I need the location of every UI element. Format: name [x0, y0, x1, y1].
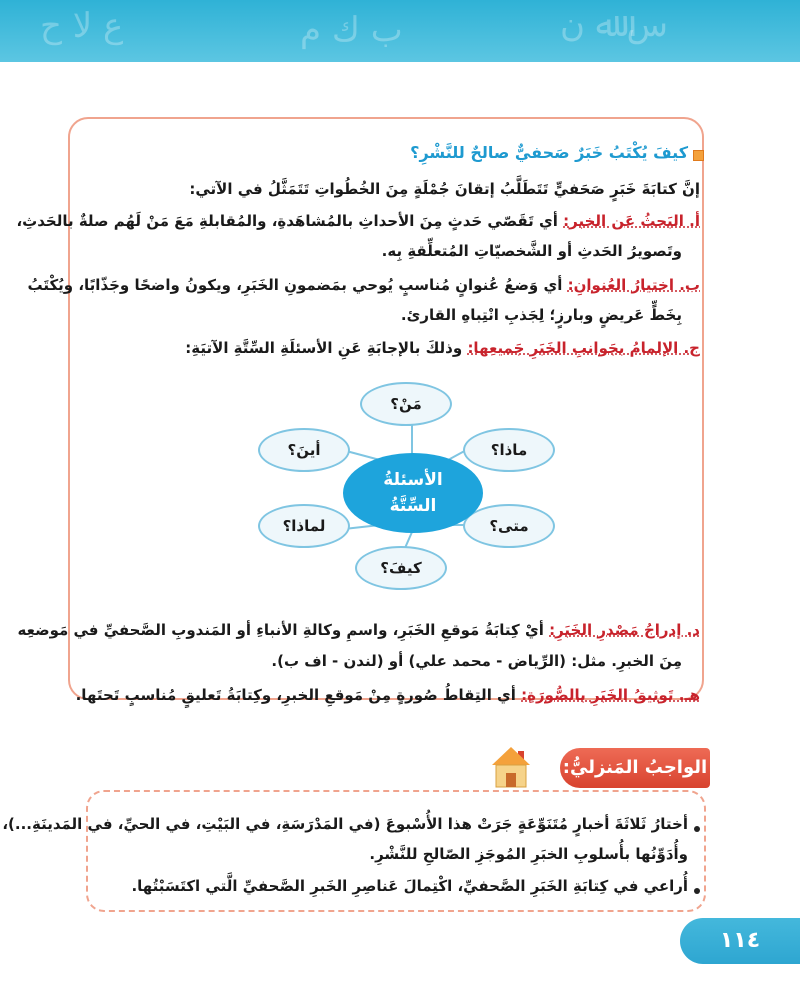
step-d: [17, 621, 700, 639]
question-what: ماذا؟: [463, 428, 555, 472]
step-e-label: هـ. تَوثيقُ الخَبَرِ بالصُّورَةِ:: [521, 686, 700, 704]
homework-item-1-cont: وأُدَوِّنُها بأُسلوبِ الخبَرِ المُوجَزِ الصّالحِ للنَّشْرِ.: [369, 845, 688, 863]
step-a-text: أي تَقَصّي حَدثٍ مِنَ الأحداثِ بالمُشاهَدةِ، والمُقابلةِ مَعَ مَنْ لَهُم صلةٌ بالحَدثِ،: [16, 212, 564, 230]
step-d-cont: مِنَ الخبرِ. مثل: (الرِّياض - محمد علي) أو (لندن - اف ب).: [271, 652, 682, 670]
bullet-icon: [694, 826, 700, 832]
question-who: مَنْ؟: [360, 382, 452, 426]
step-a-cont: وتَصويرُ الحَدثِ أو الشَّخصيّاتِ المُتعلِّقةِ بِه.: [381, 242, 682, 260]
step-c-text: وذلكَ بالإجابَةِ عَنِ الأسئلَةِ السِّتَّةِ الآتيَةِ:: [185, 339, 468, 357]
step-c: [80, 339, 700, 357]
question-why: لماذا؟: [258, 504, 350, 548]
square-bullet-icon: [693, 150, 704, 161]
homework-title: الواجبُ المَنزليُّ:: [560, 748, 710, 788]
six-questions-center: [343, 453, 483, 533]
step-b: [27, 276, 700, 294]
decorative-pattern: س ﷲ ن: [560, 5, 669, 45]
step-a: [16, 212, 700, 230]
page-number: ١١٤: [680, 918, 800, 964]
step-e-text: أي التِقاطُ صُورةٍ مِنْ مَوقعِ الخبرِ، وكِتابَةُ تَعليقٍ مُناسبٍ تَحتَها.: [75, 686, 522, 704]
center-label-line2: السِّتَّةُ: [389, 496, 437, 516]
question-where: أينَ؟: [258, 428, 350, 472]
homework-item-2: أُراعي في كِتابَةِ الخَبَرِ الصَّحفيِّ، اكْتِمالَ عَناصِرِ الخَبرِ الصَّحفيِّ الَّتي اكتَسَبْتُها.: [131, 877, 688, 895]
step-c-label: ج. الإلمامُ بجَوانبِ الخَبَرِ جَميعِها:: [467, 339, 700, 357]
step-e: [75, 686, 700, 704]
step-b-cont: بِخَطٍّ عَريضٍ وبارزٍ؛ لِجَذبِ انْتِباهِ القارئ.: [400, 306, 682, 324]
decorative-pattern: ع ﻻ ح: [40, 6, 124, 46]
section-question: كيفَ يُكْتَبُ خَبَرٌ صَحفيٌّ صالحٌ للنَّشْرِ؟: [410, 143, 688, 162]
decorative-pattern: ب ك م: [300, 10, 403, 50]
question-when: متى؟: [463, 504, 555, 548]
center-label-line1: الأسئلةُ: [383, 470, 443, 490]
bullet-icon: [694, 888, 700, 894]
header-band: [0, 0, 800, 62]
step-b-text: أي وَضعُ عُنوانٍ مُناسبٍ يُوحي بمَضمونِ الخَبَرِ، ويكونُ واضحًا وجَذّابًا، ويُكْتَبُ: [27, 276, 568, 294]
intro-text: إنَّ كتابَةَ خَبَرٍ صَحَفيٍّ تَتَطَلَّبُ إتقانَ جُمْلَةٍ مِنَ الخُطُواتِ تَتَمَثَّلُ في الآتي:: [189, 180, 700, 198]
step-a-label: أ. البَحثُ عَن الخبر:: [563, 212, 700, 230]
house-icon: [490, 745, 532, 789]
step-d-label: د. إدراجُ مَصْدرِ الخَبَرِ:: [549, 621, 700, 639]
step-d-text: أيْ كِتابَةُ مَوقعِ الخَبَرِ، واسمِ وكالةِ الأنباءِ أو المَندوبِ الصَّحفيِّ في مَوضعِه: [17, 621, 550, 639]
question-how: كيفَ؟: [355, 546, 447, 590]
step-b-label: ب. اختيارُ العُنوانِ:: [567, 276, 700, 294]
homework-item-1: أختارُ ثَلاثَةَ أخبارٍ مُتَنَوِّعَةٍ جَرَتْ هذا الأُسْبوعَ (في المَدْرَسَةِ، في البَيْتِ، في الحيِّ، في المَدينَةِ...)،: [2, 815, 688, 833]
